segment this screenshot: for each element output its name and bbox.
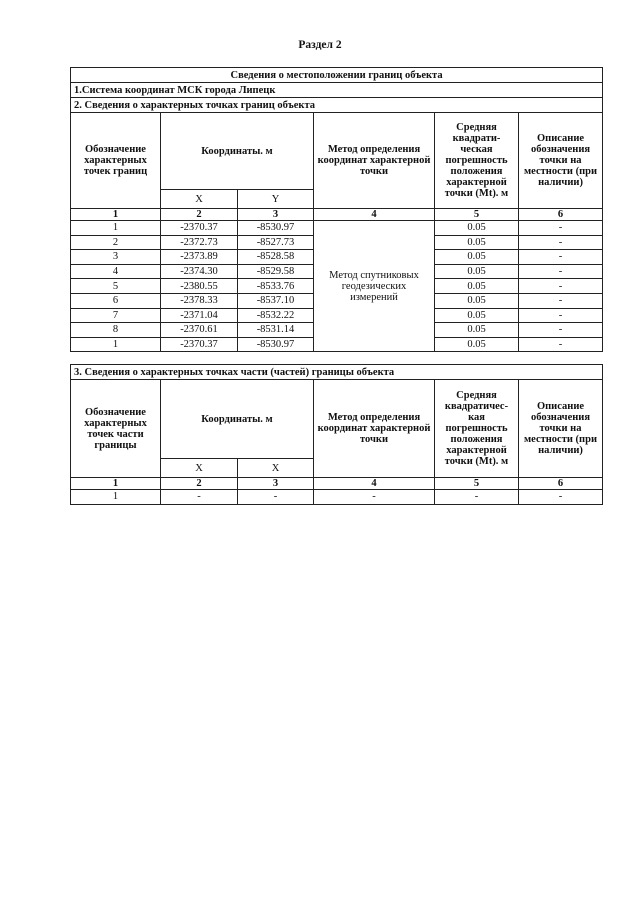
x-value: -2380.55 bbox=[161, 279, 238, 294]
description-value: - bbox=[519, 279, 603, 294]
description-value: - bbox=[519, 221, 603, 236]
coordinate-system-row: 1.Система координат МСК города Липецк bbox=[71, 83, 603, 98]
boundary-part-points-table bbox=[70, 364, 603, 505]
point-id: 1 bbox=[71, 221, 161, 236]
error-value: 0.05 bbox=[435, 308, 519, 323]
description-value: - bbox=[519, 264, 603, 279]
x-value: -2378.33 bbox=[161, 293, 238, 308]
description-value: - bbox=[519, 293, 603, 308]
error-value: 0.05 bbox=[435, 293, 519, 308]
x-value: -2372.73 bbox=[161, 235, 238, 250]
section-2-title: 2. Сведения о характерных точках границ объекта bbox=[71, 98, 603, 113]
header-designation: Обозначение характерных точек границ bbox=[71, 113, 161, 209]
description-value: - bbox=[519, 337, 603, 352]
point-id: 8 bbox=[71, 323, 161, 338]
description-value: - bbox=[519, 490, 603, 505]
point-id: 6 bbox=[71, 293, 161, 308]
description-value: - bbox=[519, 308, 603, 323]
x-value: -2374.30 bbox=[161, 264, 238, 279]
header-y: Y bbox=[238, 190, 314, 209]
point-id: 1 bbox=[71, 490, 161, 505]
header-description: Описание обозначения точки на местности (при наличии) bbox=[519, 113, 603, 209]
error-value: 0.05 bbox=[435, 221, 519, 236]
header-coordinates: Координаты. м bbox=[161, 113, 314, 190]
header-method: Метод определения координат характерной точки bbox=[314, 380, 435, 478]
x-value: - bbox=[161, 490, 238, 505]
description-value: - bbox=[519, 250, 603, 265]
description-value: - bbox=[519, 235, 603, 250]
header-coordinates: Координаты. м bbox=[161, 380, 314, 459]
y-value: -8537.10 bbox=[238, 293, 314, 308]
x-value: -2370.37 bbox=[161, 337, 238, 352]
error-value: 0.05 bbox=[435, 337, 519, 352]
column-number: 2 bbox=[161, 209, 238, 221]
y-value: - bbox=[238, 490, 314, 505]
point-id: 5 bbox=[71, 279, 161, 294]
x-value: -2370.37 bbox=[161, 221, 238, 236]
x-value: -2373.89 bbox=[161, 250, 238, 265]
y-value: -8530.97 bbox=[238, 337, 314, 352]
column-number: 1 bbox=[71, 478, 161, 490]
header-description: Описание обозначения точки на местности (при наличии) bbox=[519, 380, 603, 478]
column-number: 5 bbox=[435, 478, 519, 490]
error-value: 0.05 bbox=[435, 279, 519, 294]
section-3-title: 3. Сведения о характерных точках части (частей) границы объекта bbox=[71, 365, 603, 380]
table-row bbox=[71, 221, 603, 236]
y-value: -8531.14 bbox=[238, 323, 314, 338]
header-x: X bbox=[161, 190, 238, 209]
column-number: 1 bbox=[71, 209, 161, 221]
page-heading: Раздел 2 bbox=[298, 39, 342, 51]
column-number: 4 bbox=[314, 209, 435, 221]
column-number: 6 bbox=[519, 478, 603, 490]
y-value: -8528.58 bbox=[238, 250, 314, 265]
x-value: -2371.04 bbox=[161, 308, 238, 323]
header-x: X bbox=[161, 459, 238, 478]
y-value: -8532.22 bbox=[238, 308, 314, 323]
header-designation: Обозначение характерных точек части границы bbox=[71, 380, 161, 478]
table-title: Сведения о местоположении границ объекта bbox=[71, 68, 603, 83]
header-x-second: X bbox=[238, 459, 314, 478]
y-value: -8533.76 bbox=[238, 279, 314, 294]
error-value: 0.05 bbox=[435, 250, 519, 265]
point-id: 1 bbox=[71, 337, 161, 352]
boundary-points-table bbox=[70, 67, 603, 352]
header-error: Средняя квадратичес-кая погрешность положения характерной точки (Mt). м bbox=[435, 380, 519, 478]
y-value: -8530.97 bbox=[238, 221, 314, 236]
column-number: 3 bbox=[238, 478, 314, 490]
column-number: 4 bbox=[314, 478, 435, 490]
x-value: -2370.61 bbox=[161, 323, 238, 338]
point-id: 7 bbox=[71, 308, 161, 323]
column-number: 3 bbox=[238, 209, 314, 221]
column-number: 2 bbox=[161, 478, 238, 490]
header-error: Средняя квадрати-ческая погрешность положения характерной точки (Mt). м bbox=[435, 113, 519, 209]
column-number: 6 bbox=[519, 209, 603, 221]
table-row bbox=[71, 490, 603, 505]
method-value: - bbox=[314, 490, 435, 505]
point-id: 4 bbox=[71, 264, 161, 279]
point-id: 2 bbox=[71, 235, 161, 250]
point-id: 3 bbox=[71, 250, 161, 265]
error-value: 0.05 bbox=[435, 235, 519, 250]
method-cell: Метод спутниковых геодезических измерений bbox=[314, 221, 435, 352]
error-value: - bbox=[435, 490, 519, 505]
y-value: -8527.73 bbox=[238, 235, 314, 250]
y-value: -8529.58 bbox=[238, 264, 314, 279]
description-value: - bbox=[519, 323, 603, 338]
header-method: Метод определения координат характерной точки bbox=[314, 113, 435, 209]
error-value: 0.05 bbox=[435, 323, 519, 338]
column-number: 5 bbox=[435, 209, 519, 221]
error-value: 0.05 bbox=[435, 264, 519, 279]
